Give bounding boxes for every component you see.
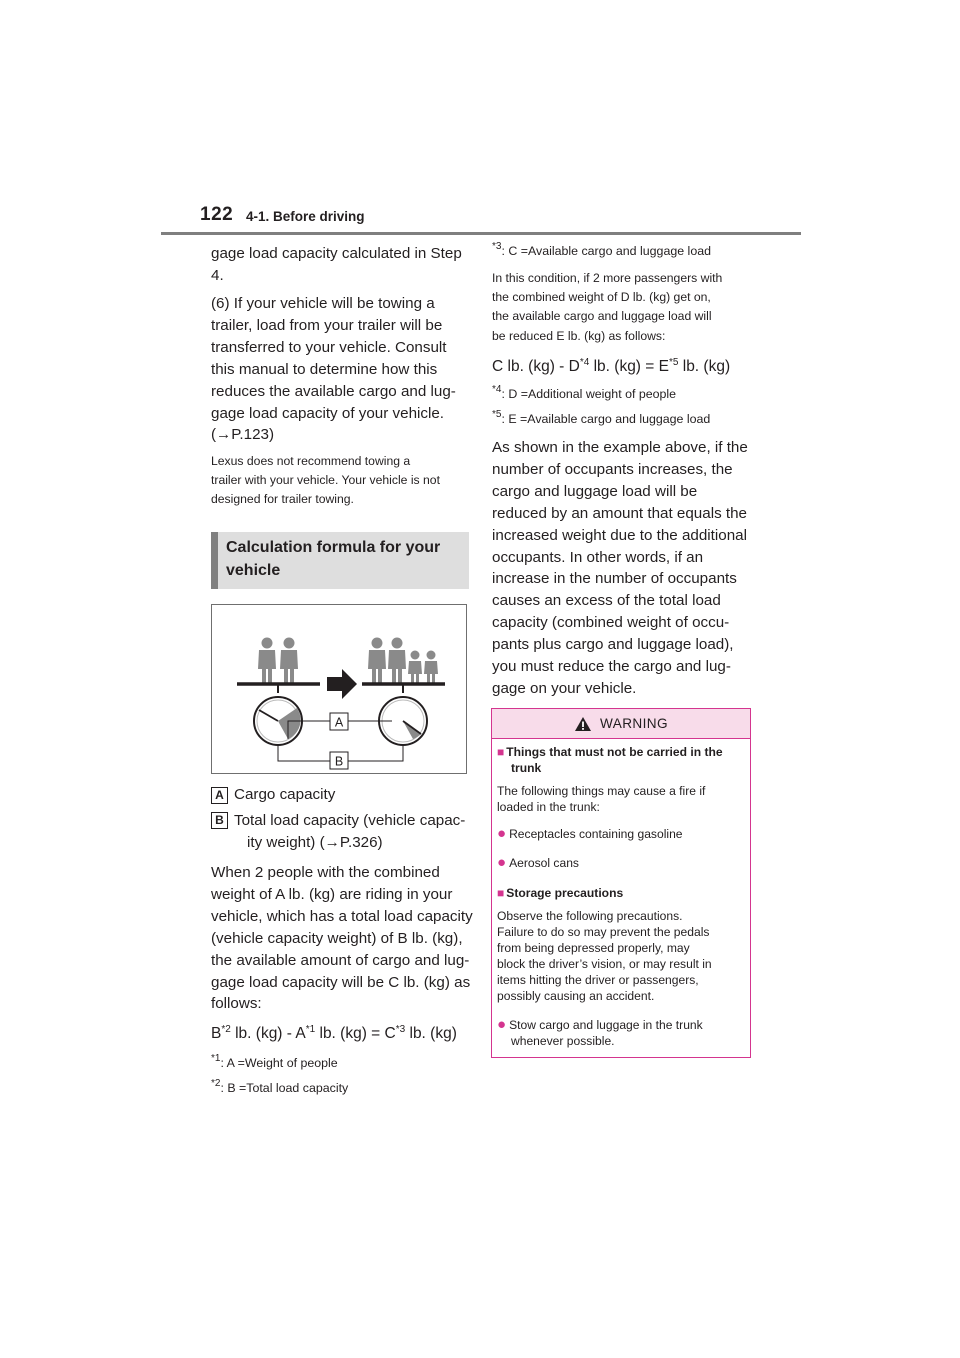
legend-badge-b: B [211, 812, 228, 829]
diagram-illustration [212, 605, 466, 773]
page-reference-link[interactable]: ity weight) (→P.326) [247, 833, 383, 851]
calculation-heading: Calculation formula for your vehicle [211, 532, 469, 589]
load-capacity-diagram [211, 604, 467, 774]
formula-2: C lb. $(kg) - D^{*4}$ lb. $(kg) = E^{*5}$ lb. (kg) [492, 357, 731, 375]
footnote-4: $^{*4}$: D =Additional weight of people [492, 384, 677, 401]
warning-bullet-aerosol: ● Aerosol cans [497, 854, 579, 871]
warning-title: WARNING [600, 716, 668, 731]
legend-badge-a: A [211, 787, 228, 804]
bullet-dot-icon: ● [497, 825, 507, 842]
condition-paragraph: In this condition, if 2 more passengers with the combined weight of D lb. (kg) get on, the available cargo and luggage load will be reduced E lb. (kg) as follows: [492, 271, 723, 343]
summary-paragraph: As shown in the example above, if the number of occupants increases, the cargo and luggage load will be reduced by an amount that equals the increased weight due to the additional occupants. In other words, if an increase in the number of occupants causes an excess of the total load capacity (combined weight of occu- pants plus cargo and luggage load), you must reduce the cargo and lug- gage on your vehicle. [492, 439, 748, 697]
towing-note: Lexus does not recommend towing a trailer with your vehicle. Your vehicle is not designed for trailer towing. [211, 454, 440, 507]
formula-1: $B^{*2}$ lb. $(kg) - A^{*1}$ lb. $(kg) = C^{*3}$ lb. (kg) [211, 1024, 457, 1042]
footnote-2: $^{*2}$: B =Total load capacity [211, 1078, 349, 1095]
diagram-label-b: B [334, 754, 344, 769]
warning-header [492, 709, 750, 739]
page-reference-link[interactable]: (→P.123) [211, 426, 275, 444]
bullet-dot-icon: ● [497, 854, 507, 871]
child-icon [424, 651, 438, 684]
section-title: 4-1. Before driving [246, 209, 365, 224]
square-bullet-icon: ■ [497, 886, 505, 900]
bullet-dot-icon: ● [497, 1016, 507, 1033]
warning-heading-trunk: ■ Things that must not be carried in the trunk [497, 745, 723, 775]
warning-triangle-icon [574, 716, 592, 732]
warning-bullet-gasoline: ● Receptacles containing gasoline [497, 825, 683, 842]
header-rule [161, 232, 801, 235]
person-icon [258, 638, 276, 684]
warning-text-precautions: Observe the following precautions. Failure to do so may prevent the pedals from being depressed properly, may block the driver’s vision, or may result in items hitting the driver or passengers, possibly causing an accident. [497, 909, 712, 1003]
step-6-paragraph: (6) If your vehicle will be towing a trailer, load from your trailer will be transferred to your vehicle. Consult this manual to determine how this reduces the available cargo and lug- gage load capacity of your vehicle. (→P.123) [211, 293, 473, 446]
page-number: 122 [200, 204, 234, 225]
square-bullet-icon: ■ [497, 745, 505, 759]
child-icon [408, 651, 422, 684]
footnote-3: $^{*3}$: C =Available cargo and luggage load [492, 241, 711, 258]
legend-text-b: Total load capacity (vehicle capac- ity weight) (→P.326) [234, 810, 474, 854]
warning-box [491, 708, 751, 1058]
person-icon [388, 638, 406, 684]
person-icon [368, 638, 386, 684]
warning-text-fire: The following things may cause a fire if loaded in the trunk: [497, 784, 706, 814]
legend-text-a: Cargo capacity [234, 786, 336, 803]
warning-bullet-stow: ● Stow cargo and luggage in the trunk whenever possible. [497, 1016, 703, 1048]
diagram-label-a: A [334, 715, 344, 730]
footnote-1: $^{*1}$: A =Weight of people [211, 1053, 338, 1070]
continuation-paragraph: gage load capacity calculated in Step 4. [211, 245, 462, 284]
footnote-5: $^{*5}$: E =Available cargo and luggage load [492, 409, 711, 426]
arrow-right-icon [327, 669, 357, 699]
person-icon [280, 638, 298, 684]
warning-heading-storage: ■ Storage precautions [497, 886, 624, 900]
explanation-paragraph: When 2 people with the combined weight of A lb. (kg) are riding in your vehicle, which has a total load capacity (vehicle capacity weight) of B lb. (kg), the available amount of cargo and lug- gage load capacity will be C lb. (kg) as follows: [211, 864, 473, 1013]
